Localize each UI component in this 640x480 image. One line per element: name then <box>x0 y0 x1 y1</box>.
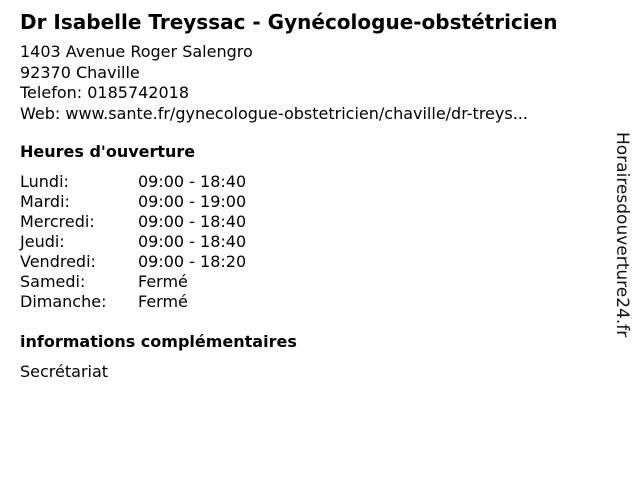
opening-hours-heading: Heures d'ouverture <box>20 142 196 161</box>
day-label: Dimanche: <box>20 292 107 311</box>
page-title: Dr Isabelle Treyssac - Gynécologue-obstétricien <box>20 10 558 34</box>
hours-row-thursday <box>20 232 600 252</box>
address-city: 92370 Chaville <box>20 62 140 82</box>
hours-row-friday <box>20 252 600 272</box>
additional-info-text: Secrétariat <box>20 362 109 381</box>
time-value: 09:00 - 19:00 <box>138 192 247 211</box>
time-value: Fermé <box>138 272 188 291</box>
day-label: Lundi: <box>20 172 69 191</box>
time-value: Fermé <box>138 292 188 311</box>
day-label: Mardi: <box>20 192 70 211</box>
website-link[interactable]: Web: www.sante.fr/gynecologue-obstetricien/chaville/dr-treys... <box>20 103 528 123</box>
business-card <box>20 8 600 382</box>
phone-line: Telefon: 0185742018 <box>20 83 190 102</box>
time-value: 09:00 - 18:40 <box>138 212 247 231</box>
day-label: Mercredi: <box>20 212 95 231</box>
address-street: 1403 Avenue Roger Salengro <box>20 42 253 61</box>
hours-row-saturday <box>20 272 600 292</box>
day-label: Samedi: <box>20 272 86 291</box>
time-value: 09:00 - 18:40 <box>138 232 247 251</box>
day-label: Vendredi: <box>20 252 96 271</box>
hours-row-wednesday <box>20 212 600 232</box>
additional-info-heading: informations complémentaires <box>20 332 297 351</box>
hours-row-sunday <box>20 292 600 312</box>
brand-watermark: Horairesdouverture24.fr <box>612 132 632 338</box>
time-value: 09:00 - 18:20 <box>138 252 247 271</box>
opening-hours-table <box>20 172 600 312</box>
hours-row-tuesday <box>20 192 600 212</box>
hours-row-monday <box>20 172 600 192</box>
time-value: 09:00 - 18:40 <box>138 172 247 191</box>
day-label: Jeudi: <box>20 232 65 251</box>
